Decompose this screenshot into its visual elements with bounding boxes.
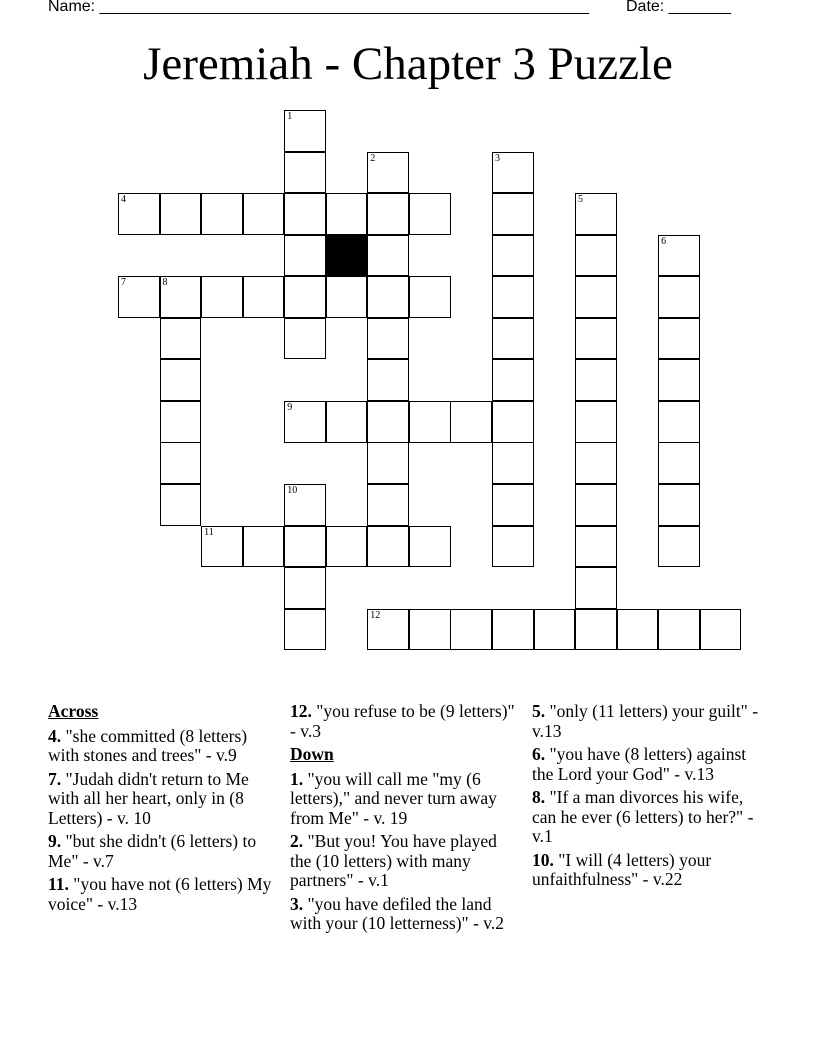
clue-down-10: 10. "I will (4 letters) your unfaithfulness" - v.22: [532, 849, 712, 889]
grid-cell[interactable]: [492, 318, 534, 360]
grid-cell[interactable]: [575, 484, 617, 526]
clue-number: 6: [661, 235, 667, 247]
grid-cell[interactable]: [367, 609, 409, 651]
grid-cell[interactable]: [617, 609, 659, 651]
clue-number: 11: [204, 526, 214, 538]
clue-down-3: 3. "you have defiled the land with your (10 letterness)" - v.2: [290, 893, 505, 933]
grid-cell[interactable]: [450, 401, 492, 443]
grid-cell[interactable]: [575, 318, 617, 360]
grid-cell[interactable]: [658, 318, 700, 360]
grid-cell[interactable]: [284, 235, 326, 277]
grid-cell[interactable]: [658, 526, 700, 568]
grid-cell[interactable]: [367, 152, 409, 194]
grid-cell[interactable]: [367, 318, 409, 360]
grid-cell[interactable]: [658, 442, 700, 484]
clue-down-5: 5. "only (11 letters) your guilt" - v.13: [532, 701, 759, 741]
name-line: _______________________________________________________: [99, 0, 589, 15]
grid-cell[interactable]: [409, 526, 451, 568]
date-line: _______: [668, 0, 731, 15]
grid-cell[interactable]: [160, 276, 202, 318]
clue-number: 9: [287, 401, 293, 413]
clue-number: 8: [162, 277, 168, 289]
grid-cell[interactable]: [658, 235, 700, 277]
down-heading: Down: [290, 744, 334, 764]
grid-cell[interactable]: [534, 609, 576, 651]
grid-cell[interactable]: [284, 567, 326, 609]
grid-cell[interactable]: [284, 276, 326, 318]
grid-cell[interactable]: [284, 526, 326, 568]
grid-cell[interactable]: [658, 276, 700, 318]
page-title: Jeremiah - Chapter 3 Puzzle: [143, 38, 673, 90]
grid-cell[interactable]: [284, 110, 326, 152]
grid-cell[interactable]: [284, 193, 326, 235]
grid-cell[interactable]: [160, 318, 202, 360]
grid-cell[interactable]: [658, 609, 700, 651]
grid-cell[interactable]: [700, 609, 742, 651]
grid-cell[interactable]: [658, 401, 700, 443]
grid-cell[interactable]: [658, 359, 700, 401]
clue-across-9: 9. "but she didn't (6 letters) to Me" - v.7: [48, 831, 257, 871]
grid-cell[interactable]: [243, 193, 285, 235]
grid-cell[interactable]: [409, 276, 451, 318]
grid-cell[interactable]: [326, 526, 368, 568]
clue-number: 2: [370, 152, 376, 164]
grid-cell[interactable]: [367, 526, 409, 568]
grid-cell[interactable]: [367, 359, 409, 401]
grid-cell[interactable]: [409, 193, 451, 235]
grid-cell[interactable]: [492, 526, 534, 568]
grid-cell[interactable]: [492, 359, 534, 401]
clue-number: 12: [370, 609, 381, 621]
grid-cell[interactable]: [492, 442, 534, 484]
clue-number: 10: [287, 484, 298, 496]
grid-cell[interactable]: [575, 526, 617, 568]
grid-cell[interactable]: [201, 276, 243, 318]
grid-cell[interactable]: [575, 193, 617, 235]
clue-down-1: 1. "you will call me "my (6 letters)," and never turn away from Me" - v. 19: [290, 768, 497, 828]
grid-cell[interactable]: [450, 609, 492, 651]
grid-cell[interactable]: [575, 609, 617, 651]
clues-column-1: [48, 702, 278, 918]
grid-cell[interactable]: [575, 567, 617, 609]
grid-cell[interactable]: [160, 484, 202, 526]
clues-column-2: [290, 702, 520, 938]
grid-cell[interactable]: [658, 484, 700, 526]
clue-number: 5: [578, 194, 584, 206]
grid-cell[interactable]: [492, 235, 534, 277]
grid-cell[interactable]: [243, 526, 285, 568]
grid-cell[interactable]: [367, 401, 409, 443]
grid-cell[interactable]: [492, 609, 534, 651]
clue-number: 1: [287, 111, 293, 122]
clue-down-8: 8. "If a man divorces his wife, can he ever (6 letters) to her?" - v.1: [532, 787, 754, 846]
grid-cell[interactable]: [243, 276, 285, 318]
grid-cell[interactable]: [118, 193, 160, 235]
grid-cell[interactable]: [284, 401, 326, 443]
grid-cell[interactable]: [367, 442, 409, 484]
grid-cell[interactable]: [326, 193, 368, 235]
grid-cell[interactable]: [160, 193, 202, 235]
grid-cell[interactable]: [367, 235, 409, 277]
grid-cell[interactable]: [409, 609, 451, 651]
grid-cell[interactable]: [575, 401, 617, 443]
grid-cell[interactable]: [326, 401, 368, 443]
clue-across-12: 12. "you refuse to be (9 letters)" - v.3: [290, 701, 515, 741]
grid-cell[interactable]: [367, 276, 409, 318]
grid-cell[interactable]: [492, 484, 534, 526]
grid-cell[interactable]: [284, 318, 326, 360]
grid-cell[interactable]: [492, 276, 534, 318]
clue-down-2: 2. "But you! You have played the (10 letters) with many partners" - v.1: [290, 831, 497, 890]
clues-column-3: [532, 702, 762, 894]
grid-cell[interactable]: [284, 609, 326, 651]
grid-cell[interactable]: [575, 442, 617, 484]
grid-cell[interactable]: [160, 359, 202, 401]
clue-number: 4: [121, 194, 126, 206]
grid-cell[interactable]: [575, 276, 617, 318]
name-label: Name:: [48, 0, 96, 15]
black-cell: [326, 235, 368, 277]
grid-cell[interactable]: [492, 401, 534, 443]
date-label: Date:: [626, 0, 665, 15]
across-heading: Across: [48, 701, 99, 721]
grid-cell[interactable]: [201, 193, 243, 235]
clue-across-4: 4. "she committed (8 letters) with stones and trees" - v.9: [48, 725, 248, 765]
grid-cell[interactable]: [118, 276, 160, 318]
clue-number: 3: [494, 152, 500, 164]
clue-down-6: 6. "you have (8 letters) against the Lord your God" - v.13: [532, 744, 747, 784]
grid-cell[interactable]: [492, 152, 534, 194]
grid-cell[interactable]: [575, 359, 617, 401]
grid-cell[interactable]: [367, 484, 409, 526]
grid-cell[interactable]: [492, 193, 534, 235]
grid-cell[interactable]: [367, 193, 409, 235]
grid-cell[interactable]: [160, 401, 202, 443]
grid-cell[interactable]: [284, 484, 326, 526]
grid-cell[interactable]: [575, 235, 617, 277]
grid-cell[interactable]: [409, 401, 451, 443]
grid-cell[interactable]: [201, 526, 243, 568]
grid-cell[interactable]: [326, 276, 368, 318]
clue-number: 7: [121, 277, 126, 289]
grid-cell[interactable]: [284, 152, 326, 194]
clue-across-11: 11. "you have not (6 letters) My voice" - v.13: [48, 874, 272, 914]
clue-across-7: 7. "Judah didn't return to Me with all her heart, only in (8 Letters) - v. 10: [48, 768, 249, 828]
grid-cell[interactable]: [160, 442, 202, 484]
